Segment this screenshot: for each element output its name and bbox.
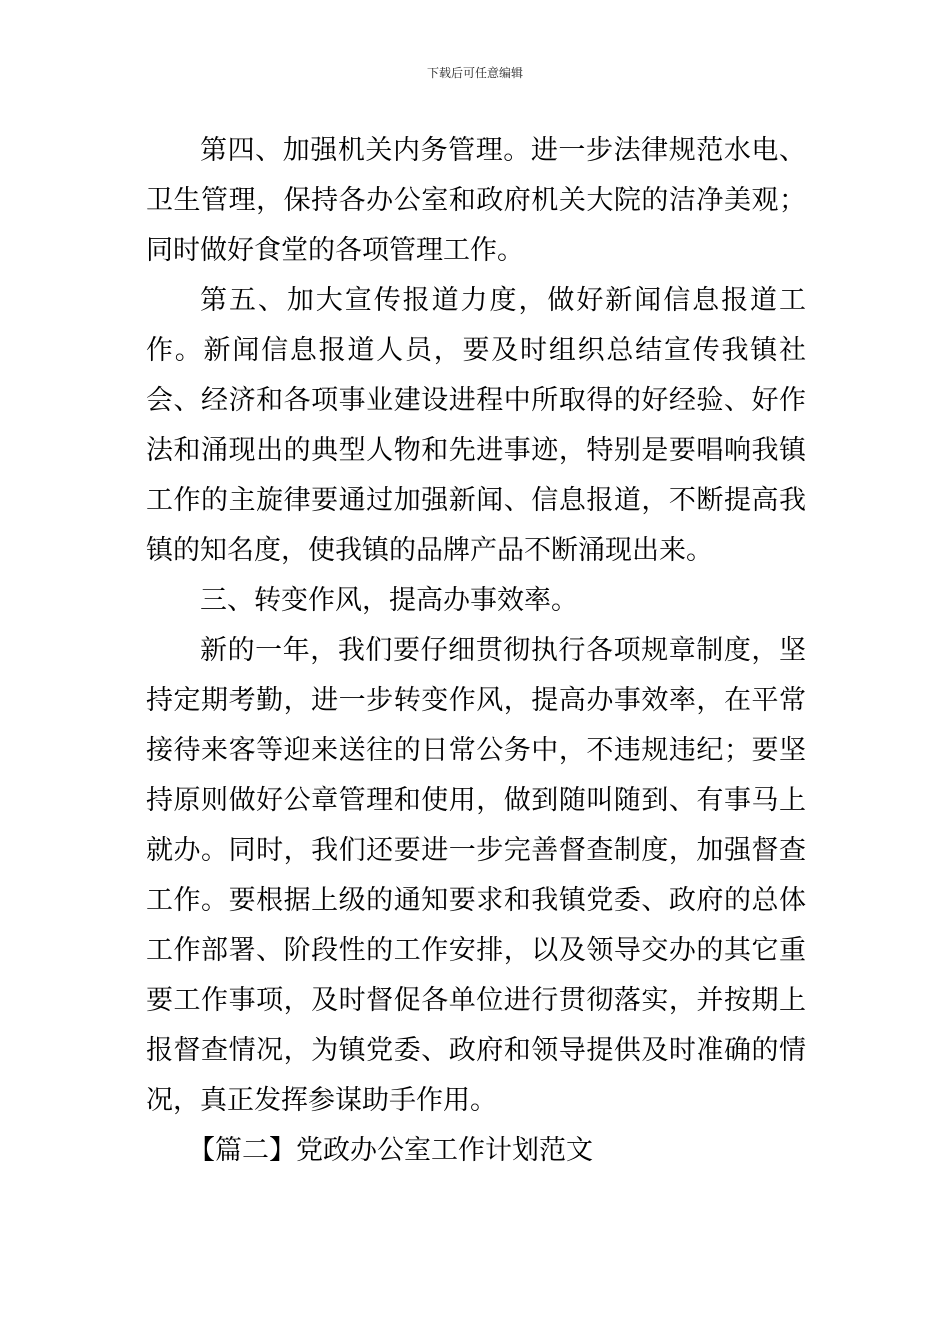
paragraph-publicity: 第五、加大宣传报道力度，做好新闻信息报道工作。新闻信息报道人员，要及时组织总结宣传我镇社会、经济和各项事业建设进程中所取得的好经验、好作法和涌现出的典型人物和先进事迹，特别是要唱响我镇工作的主旋律要通过加强新闻、信息报道，不断提高我镇的知名度，使我镇的品牌产品不断涌现出来。 xyxy=(146,285,806,566)
document-body xyxy=(146,126,806,1176)
header-note: 下载后可任意编辑 xyxy=(426,66,523,80)
paragraph-section-three-title: 三、转变作风，提高办事效率。 xyxy=(200,585,578,616)
section-heading: 【篇二】党政办公室工作计划范文 xyxy=(188,1135,593,1166)
paragraph-work-style: 新的一年，我们要仔细贯彻执行各项规章制度，坚持定期考勤，进一步转变作风，提高办事效率，在平常接待来客等迎来送往的日常公务中，不违规违纪；要坚持原则做好公章管理和使用，做到随叫随到、有事马上就办。同时，我们还要进一步完善督查制度，加强督查工作。要根据上级的通知要求和我镇党委、政府的总体工作部署、阶段性的工作安排，以及领导交办的其它重要工作事项，及时督促各单位进行贯彻落实，并按期上报督查情况，为镇党委、政府和领导提供及时准确的情况，真正发挥参谋助手作用。 xyxy=(146,635,806,1116)
paragraph-internal-affairs: 第四、加强机关内务管理。进一步法律规范水电、卫生管理，保持各办公室和政府机关大院的洁净美观；同时做好食堂的各项管理工作。 xyxy=(146,135,806,266)
